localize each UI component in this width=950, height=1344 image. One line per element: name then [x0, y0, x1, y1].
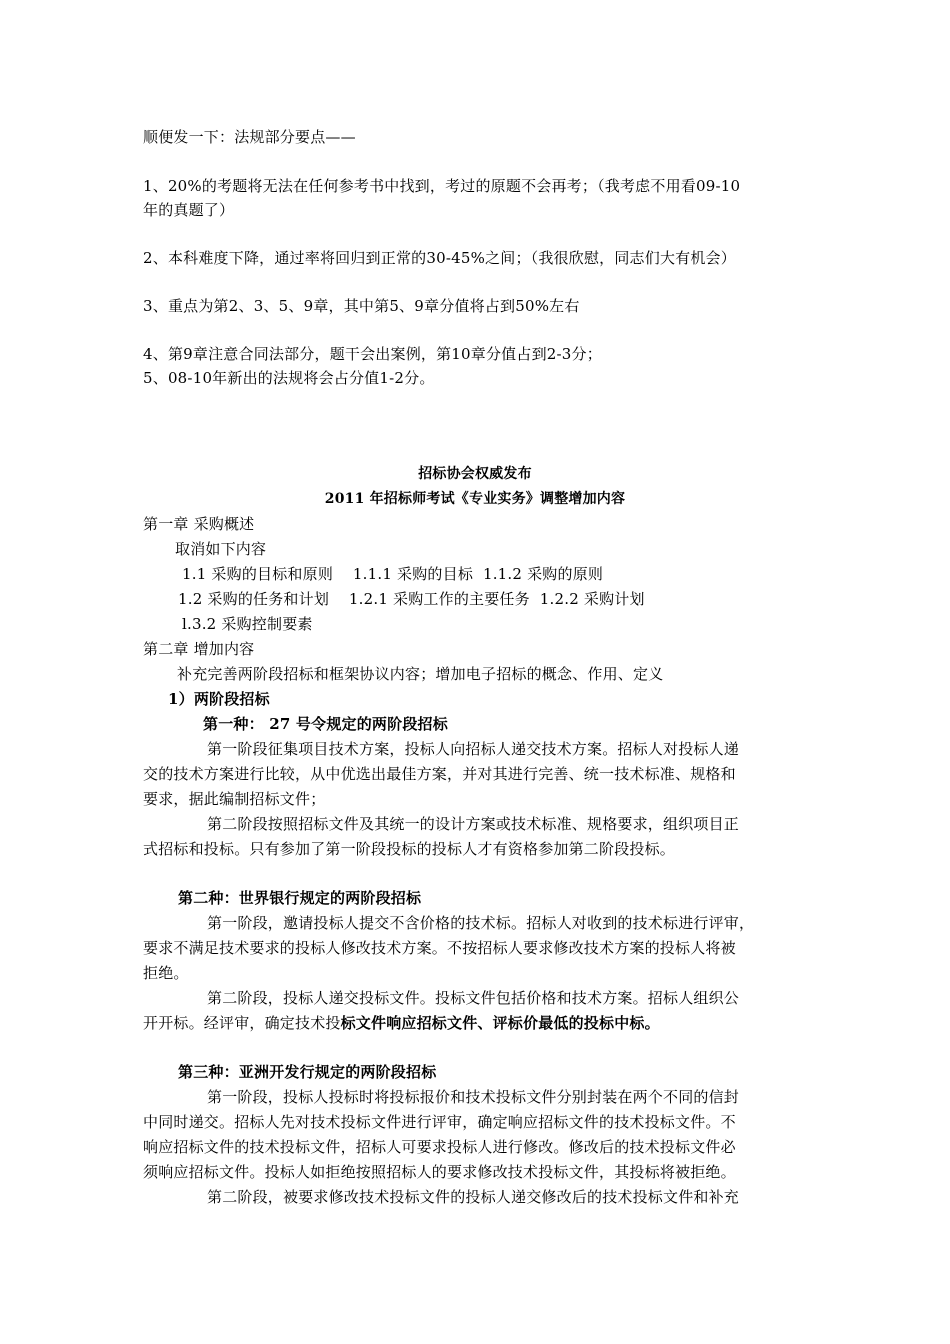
chapter-1-item-2: 1.2 采购的任务和计划 1.2.1 采购工作的主要任务 1.2.2 采购计划 [178, 590, 645, 608]
type-2-para-1-line-3: 拒绝。 [143, 964, 189, 982]
notice-title: 招标协会权威发布 [418, 466, 532, 482]
intro-point-3: 3、重点为第2、3、5、9章，其中第5、9章分值将占到50%左右 [143, 297, 580, 315]
notice-subtitle: 2011 年招标师考试《专业实务》调整增加内容 [324, 491, 626, 507]
intro-heading: 顺便发一下：法规部分要点—— [143, 128, 356, 146]
type-3-para-1-line-4: 须响应招标文件。投标人如拒绝按照招标人的要求修改技术投标文件，其投标将被拒绝。 [143, 1163, 736, 1181]
chapter-1-item-1: 1.1 采购的目标和原则 1.1.1 采购的目标 1.1.2 采购的原则 [182, 565, 604, 583]
intro-point-1-line-2: 年的真题了） [143, 201, 235, 219]
type-3-para-1-line-3: 响应招标文件的技术投标文件，招标人可要求投标人进行修改。修改后的技术投标文件必 [143, 1138, 736, 1156]
type-2-para-2-line-2 [143, 1013, 660, 1033]
intro-point-1-line-1: 1、20%的考题将无法在任何参考书中找到，考过的原题不会再考；（我考虑不用看09-10 [143, 177, 741, 195]
type-2-para-2-line-2-bold: 标文件响应招标文件、评标价最低的投标中标。 [340, 1014, 660, 1032]
chapter-2-intro: 补充完善两阶段招标和框架协议内容；增加电子招标的概念、作用、定义 [177, 665, 664, 683]
chapter-1-heading: 第一章 采购概述 [143, 515, 255, 533]
chapter-2-heading: 第二章 增加内容 [143, 640, 255, 658]
type-1-para-2-line-2: 式招标和投标。只有参加了第一阶段投标的投标人才有资格参加第二阶段投标。 [143, 840, 676, 858]
type-1-para-1-line-2: 交的技术方案进行比较，从中优选出最佳方案，并对其进行完善、统一技术标准、规格和 [143, 765, 736, 783]
type-2-para-1-line-1: 第一阶段，邀请投标人提交不含价格的技术标。招标人对收到的技术标进行评审， [207, 914, 755, 932]
type-3-heading: 第三种：亚洲开发行规定的两阶段招标 [178, 1063, 437, 1081]
chapter-1-item-3: l.3.2 采购控制要素 [182, 615, 313, 633]
type-3-para-1-line-1: 第一阶段，投标人投标时将投标报价和技术投标文件分别封装在两个不同的信封 [207, 1088, 740, 1106]
type-2-heading: 第二种：世界银行规定的两阶段招标 [178, 889, 422, 907]
chapter-1-cancel-label: 取消如下内容 [175, 540, 267, 558]
type-2-para-2-line-1: 第二阶段，投标人递交投标文件。投标文件包括价格和技术方案。招标人组织公 [207, 989, 740, 1007]
type-1-heading: 第一种： 27 号令规定的两阶段招标 [203, 715, 448, 733]
type-2-para-1-line-2: 要求不满足技术要求的投标人修改技术方案。不按招标人要求修改技术方案的投标人将被 [143, 939, 736, 957]
intro-point-5: 5、08-10年新出的法规将会占分值1-2分。 [143, 369, 435, 387]
type-1-para-2-line-1: 第二阶段按照招标文件及其统一的设计方案或技术标准、规格要求，组织项目正 [207, 815, 740, 833]
two-stage-heading: 1）两阶段招标 [168, 690, 270, 708]
type-2-para-2-line-2-normal: 开开标。经评审，确定技术投 [143, 1014, 341, 1032]
intro-point-4: 4、第9章注意合同法部分，题干会出案例，第10章分值占到2-3分； [143, 345, 602, 363]
type-3-para-1-line-2: 中同时递交。招标人先对技术投标文件进行评审，确定响应招标文件的技术投标文件。不 [143, 1113, 736, 1131]
type-1-para-1-line-3: 要求，据此编制招标文件； [143, 790, 326, 808]
type-1-para-1-line-1: 第一阶段征集项目技术方案，投标人向招标人递交技术方案。招标人对投标人递 [207, 740, 740, 758]
type-3-para-2-line-1: 第二阶段，被要求修改技术投标文件的投标人递交修改后的技术投标文件和补充 [207, 1188, 740, 1206]
intro-point-2: 2、本科难度下降，通过率将回归到正常的30-45%之间；（我很欣慰，同志们大有机会） [143, 249, 736, 267]
